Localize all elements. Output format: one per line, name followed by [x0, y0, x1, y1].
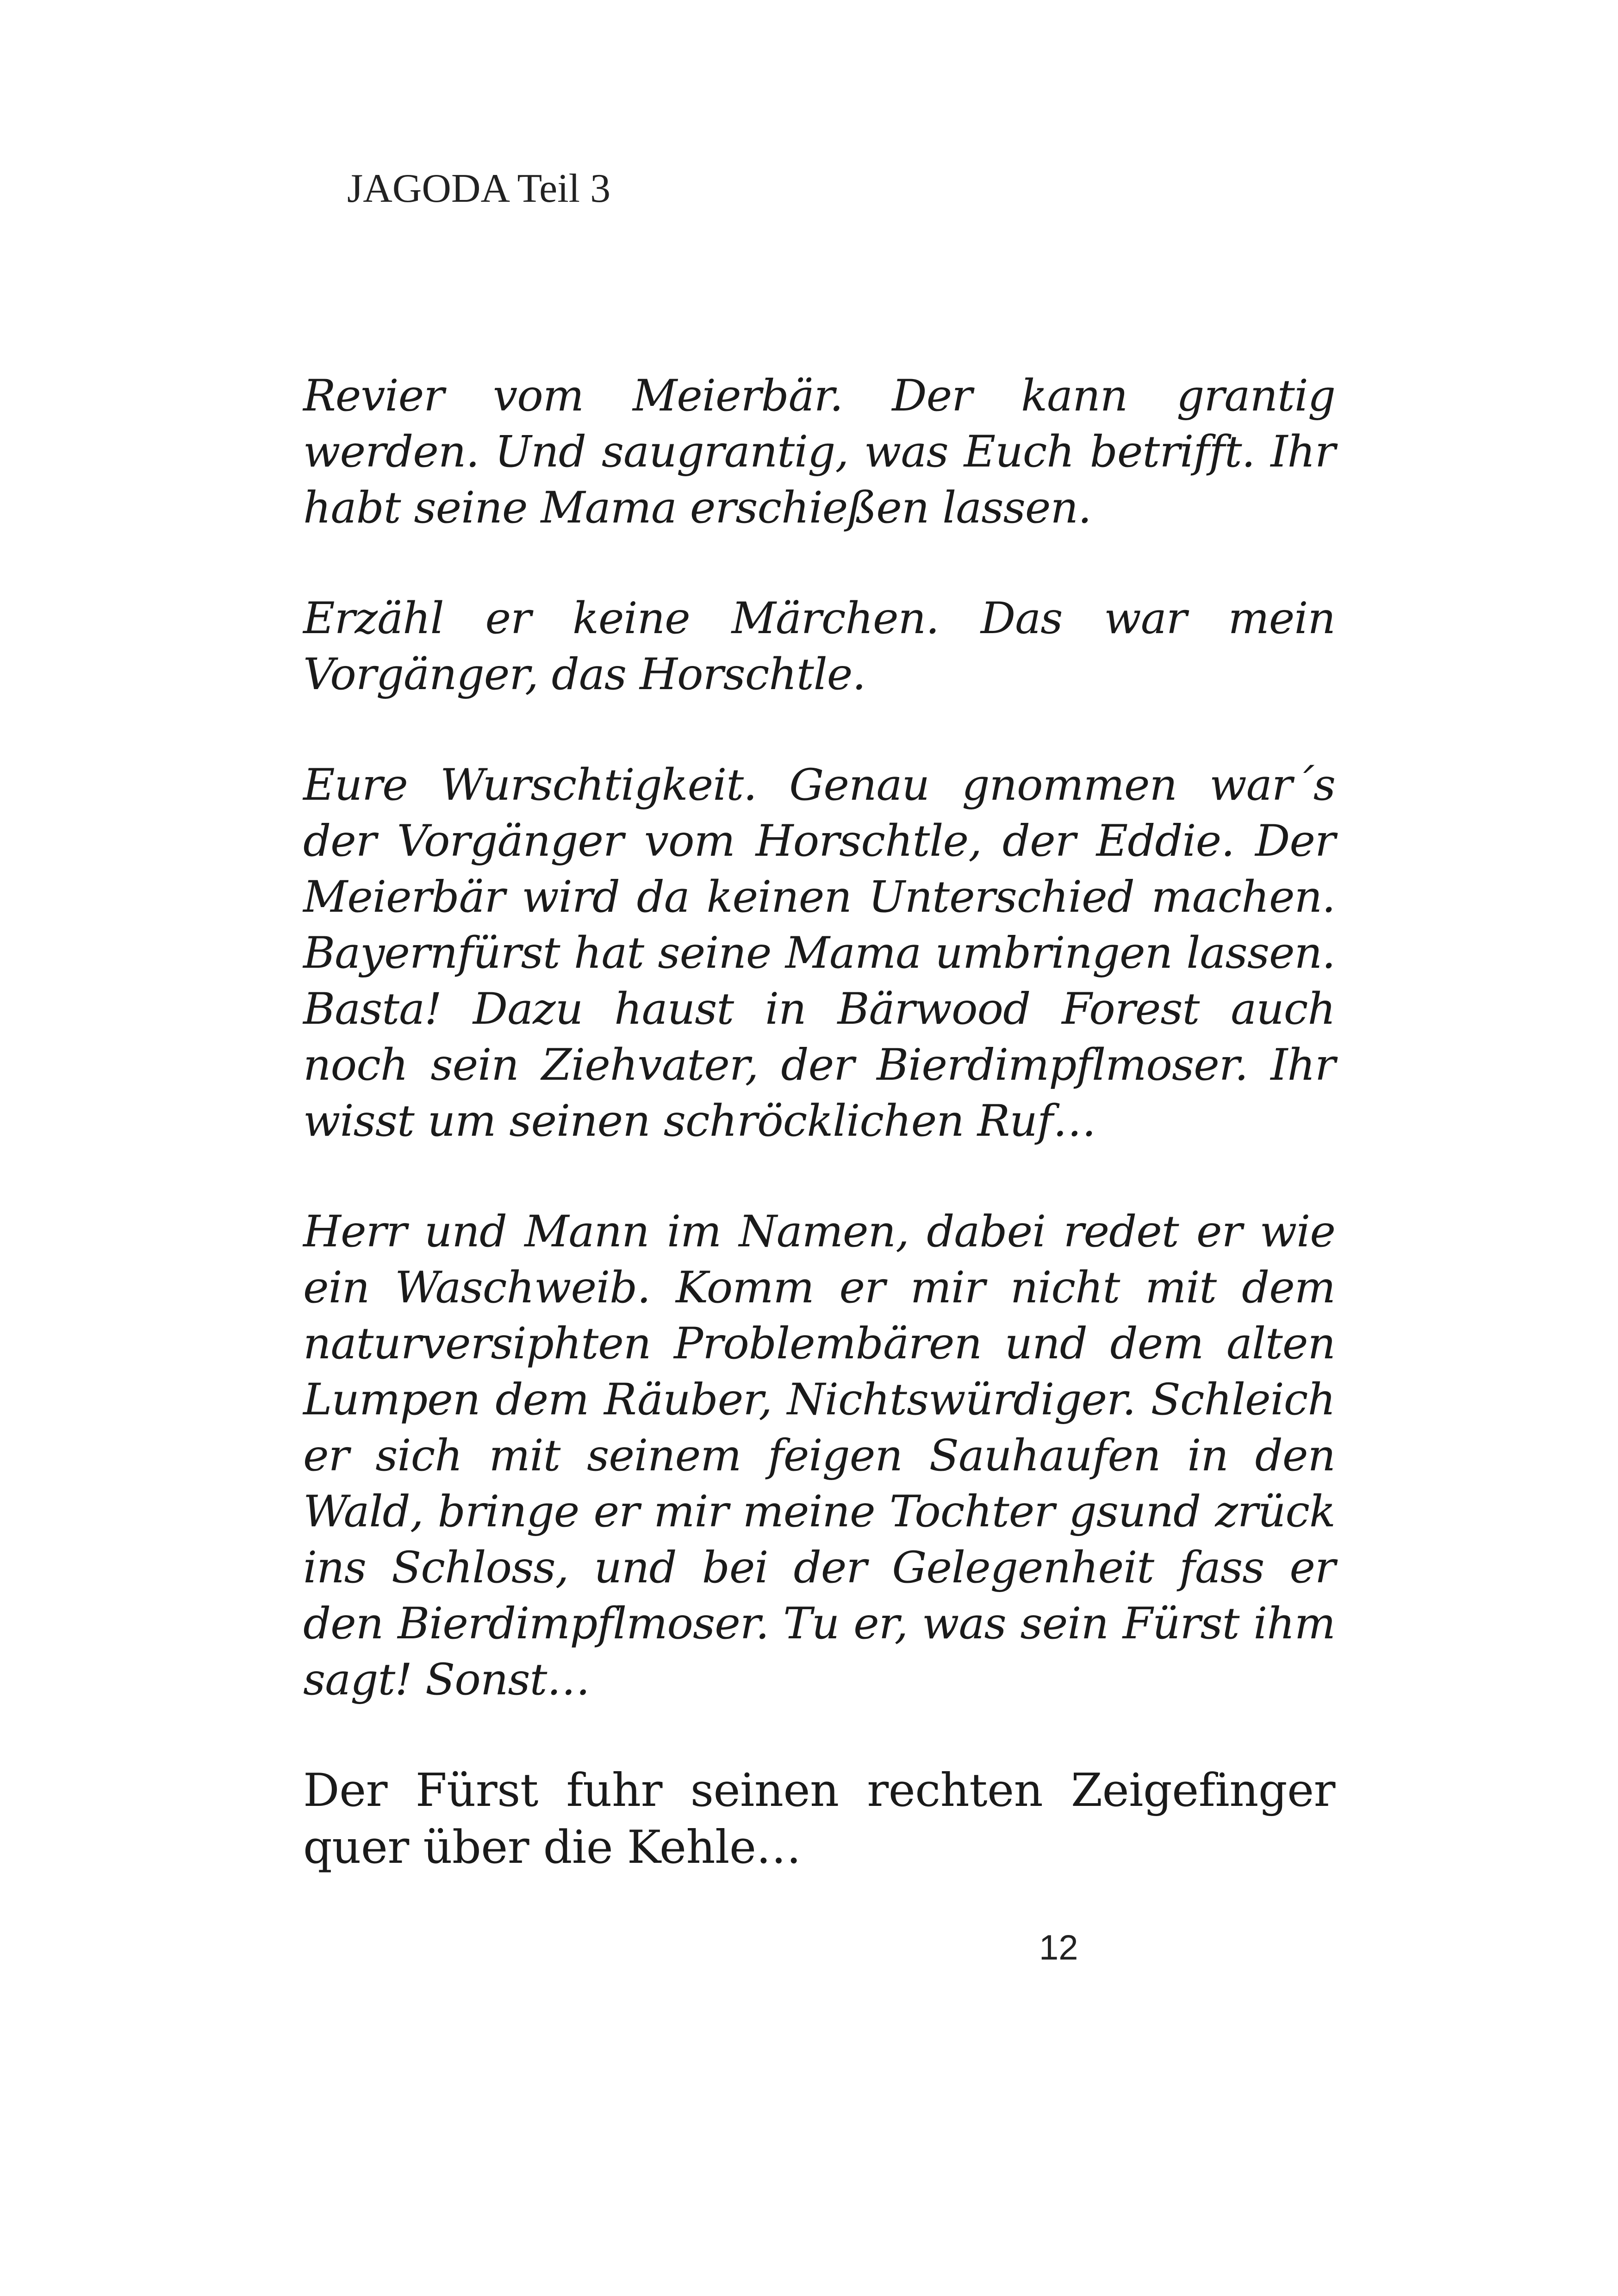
body-text [303, 368, 1335, 1931]
dialogue-paragraph-2: Erzähl er keine Märchen. Das war mein Vorgänger, das Horschtle. [303, 593, 1335, 700]
page-number: 12 [1039, 1928, 1078, 1967]
running-header-title: JAGODA Teil 3 [347, 166, 611, 211]
dialogue-paragraph-3: Eure Wurschtigkeit. Genau gnommen war´s der Vorgänger vom Horschtle, der Eddie. Der Meierbär wird da keinen Unterschied machen. Bayernfürst hat seine Mama umbringen lassen. Basta! Dazu haust in Bärwood Forest auch noch sein Ziehvater, der Bierdimpflmoser. Ihr wisst um seinen schröcklichen Ruf… [303, 760, 1335, 1146]
narration-paragraph: Der Fürst fuhr seinen rechten Zeigefinger quer über die Kehle… [303, 1764, 1335, 1874]
dialogue-paragraph-4: Herr und Mann im Namen, dabei redet er wie ein Waschweib. Komm er mir nicht mit dem naturversiphten Problembären und dem alten Lumpen dem Räuber, Nichtswürdiger. Schleich er sich mit seinem feigen Sauhaufen in den Wald, bringe er mir meine Tochter gsund zrück ins Schloss, und bei der Gelegenheit fass er den Bierdimpflmoser. Tu er, was sein Fürst ihm sagt! Sonst… [303, 1207, 1335, 1705]
dialogue-paragraph-1: Revier vom Meierbär. Der kann grantig werden. Und saugrantig, was Euch betrifft. Ihr habt seine Mama erschießen lassen. [303, 371, 1335, 533]
